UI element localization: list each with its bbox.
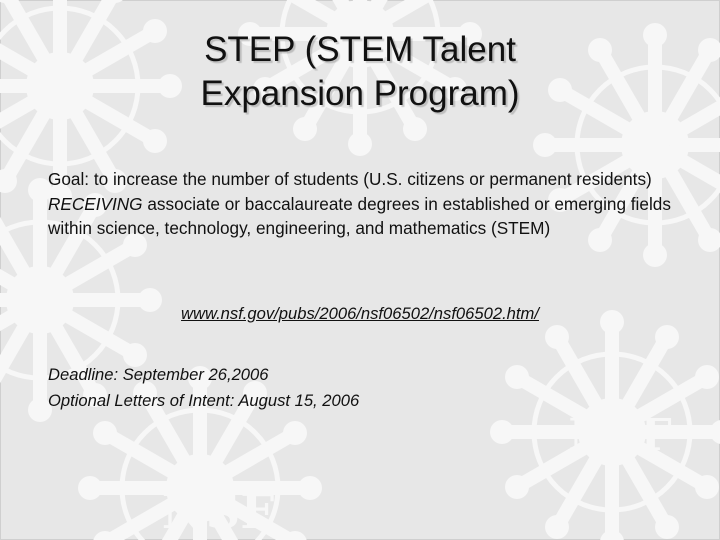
goal-paragraph — [48, 167, 698, 241]
title-line-2: Expansion Program) — [200, 74, 520, 113]
dates-block — [48, 362, 648, 414]
deadline-text: Deadline: September 26,2006 — [48, 365, 269, 384]
nsf-watermark-text: NSF — [568, 410, 672, 461]
program-link[interactable]: www.nsf.gov/pubs/2006/nsf06502/nsf06502.htm/ — [181, 304, 539, 323]
goal-emphasis: RECEIVING — [48, 193, 143, 214]
title-line-1: STEP (STEM Talent — [204, 30, 516, 69]
letters-of-intent-text: Optional Letters of Intent: August 15, 2006 — [48, 391, 360, 410]
slide-title — [60, 28, 660, 116]
goal-text-end: associate or baccalaureate degrees in established or emerging fields within science, technology, engineering, and mathematics (STEM) — [48, 193, 671, 239]
nsf-watermark-text: NSF — [161, 484, 275, 540]
goal-text-start: Goal: to increase the number of students (U.S. citizens or permanent residents) — [48, 169, 652, 189]
